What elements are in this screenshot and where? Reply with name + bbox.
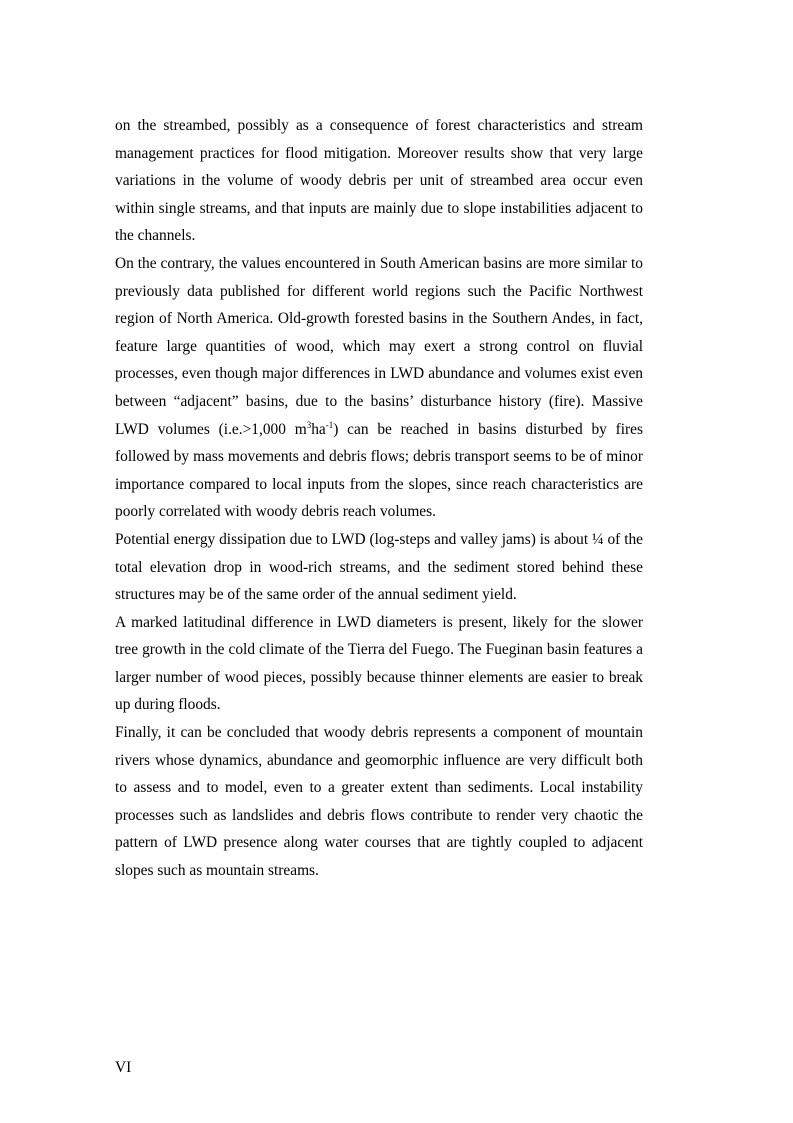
south-american-text-end: ) can be reached in basins disturbed by fires followed by mass movements and debris flows; debris transport seems to be of minor importance compared to local inputs from the slopes, since reach characteristics are poorly correlated with woody debris reach volumes.	[115, 420, 643, 521]
paragraph-energy-dissipation: Potential energy dissipation due to LWD (log-steps and valley jams) is about ¼ of the total elevation drop in wood-rich streams, and the sediment stored behind these structures may be of the same order of the annual sediment yield.	[115, 530, 643, 604]
exponent-3: 3	[306, 419, 312, 430]
paragraph-latitudinal-difference: A marked latitudinal difference in LWD diameters is present, likely for the slower tree growth in the cold climate of the Tierra del Fuego. The Fueginan basin features a larger number of wood pieces, possibly because thinner elements are easier to break up during floods.	[115, 613, 643, 714]
paragraph-streambed: on the streambed, possibly as a consequence of forest characteristics and stream management practices for flood mitigation. Moreover results show that very large variations in the volume of woody debris per unit of streambed area occur even within single streams, and that inputs are mainly due to slope instabilities adjacent to the channels.	[115, 117, 643, 245]
paragraph-conclusion: Finally, it can be concluded that woody debris represents a component of mountain rivers whose dynamics, abundance and geomorphic influence are very difficult both to assess and to model, even to a greater extent than sediments. Local instability processes such as landslides and debris flows contribute to render very chaotic the pattern of LWD presence along water courses that are tightly coupled to adjacent slopes such as mountain streams.	[115, 724, 643, 880]
exponent-minus-1: -1	[325, 419, 334, 430]
south-american-text-start: On the contrary, the values encountered in South American basins are more similar to previously data published for different world regions such the Pacific Northwest region of North America. Old-growth forested basins in the Southern Andes, in fact, feature large quantities of wood, which may exert a strong control on fluvial processes, even though major differences in LWD abundance and volumes exist even between “adjacent” basins, due to the basins’ disturbance history (fire). Massive LWD volumes (i.e.>1,000 m	[115, 254, 643, 438]
unit-ha: ha	[311, 420, 326, 438]
body-text	[115, 112, 643, 885]
paragraph-south-american-basins	[115, 250, 643, 526]
page-number: VI	[115, 1059, 132, 1076]
